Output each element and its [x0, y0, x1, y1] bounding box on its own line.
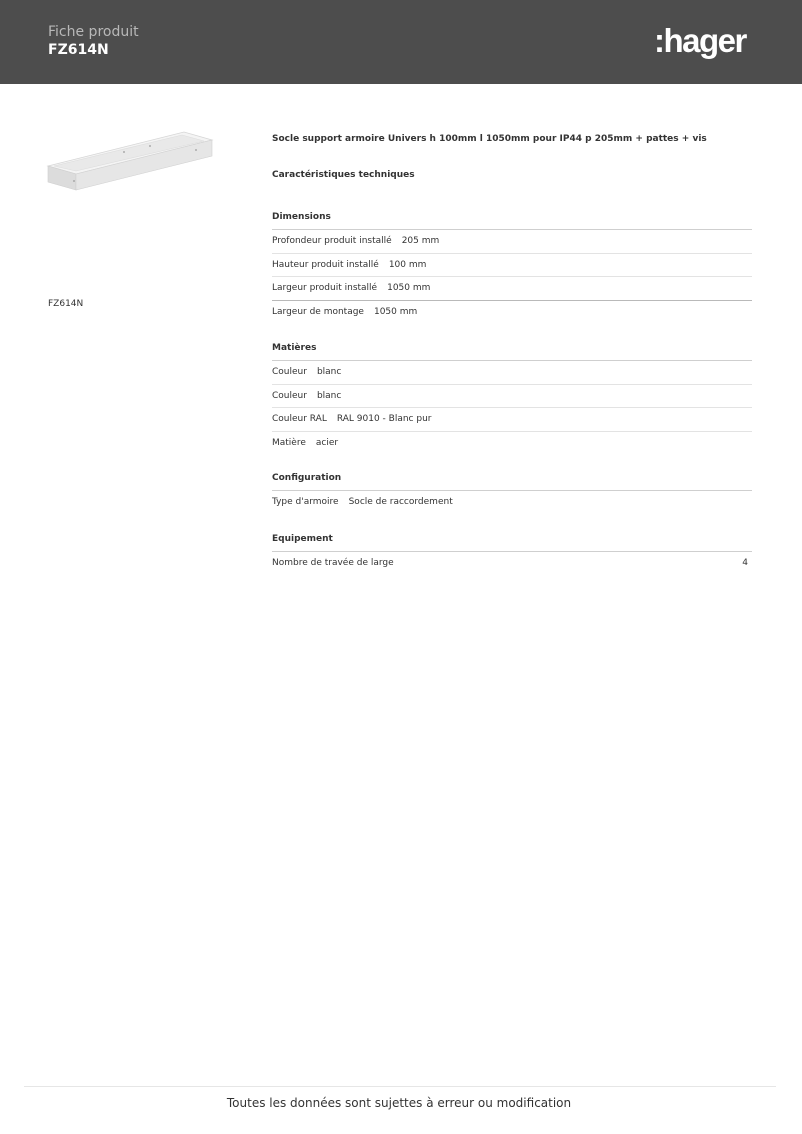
footer-disclaimer: Toutes les données sont sujettes à erreur ou modification	[226, 1096, 572, 1110]
section-title: Equipement	[272, 529, 752, 552]
spec-label: Type d'armoire	[272, 497, 339, 507]
spec-row	[272, 432, 752, 456]
spec-value: blanc	[316, 390, 342, 401]
spec-row	[272, 277, 752, 301]
spec-label: Profondeur produit installé	[272, 236, 392, 246]
spec-label: Largeur produit installé	[272, 283, 378, 293]
spec-label: Largeur de montage	[272, 306, 364, 317]
product-title: Socle support armoire Univers h 100mm l 1050mm pour IP44 p 205mm + pattes + vis	[272, 134, 707, 144]
footer-divider	[24, 1086, 776, 1087]
image-caption: FZ614N	[48, 299, 84, 309]
section-dimensions	[272, 207, 752, 324]
spec-label: Matière	[272, 437, 306, 448]
spec-row	[272, 254, 752, 278]
spec-label: Couleur	[272, 390, 307, 401]
section-title: Configuration	[272, 468, 752, 491]
spec-row	[272, 552, 752, 576]
spec-value: 1050 mm	[387, 283, 431, 293]
header-product-code: FZ614N	[48, 42, 109, 58]
product-image	[46, 128, 214, 192]
spec-value: Socle de raccordement	[348, 497, 453, 507]
section-title: Dimensions	[272, 207, 752, 230]
spec-row	[272, 491, 752, 515]
spec-label: Couleur RAL	[272, 414, 327, 424]
spec-value: 1050 mm	[373, 306, 418, 317]
spec-row	[272, 385, 752, 409]
technical-characteristics-heading: Caractéristiques techniques	[272, 170, 415, 180]
spec-value: 4	[742, 558, 748, 568]
section-configuration	[272, 468, 752, 515]
spec-label: Nombre de travée de large	[272, 558, 394, 568]
spec-label: Hauteur produit installé	[272, 259, 379, 270]
section-materials	[272, 338, 752, 455]
hager-logo	[654, 22, 758, 62]
section-title: Matières	[272, 338, 752, 361]
spec-value: RAL 9010 - Blanc pur	[336, 414, 432, 424]
spec-value: acier	[315, 437, 339, 448]
spec-row	[272, 361, 752, 385]
hager-logo-text: :hager	[654, 22, 746, 59]
header-subtitle: Fiche produit	[48, 24, 139, 40]
spec-label: Couleur	[272, 367, 307, 377]
spec-row	[272, 408, 752, 432]
section-equipment	[272, 529, 752, 576]
spec-value: blanc	[316, 367, 342, 377]
spec-value: 205 mm	[401, 236, 440, 246]
spec-row	[272, 301, 752, 325]
page-header	[0, 0, 802, 84]
spec-row	[272, 230, 752, 254]
spec-value: 100 mm	[388, 259, 427, 270]
